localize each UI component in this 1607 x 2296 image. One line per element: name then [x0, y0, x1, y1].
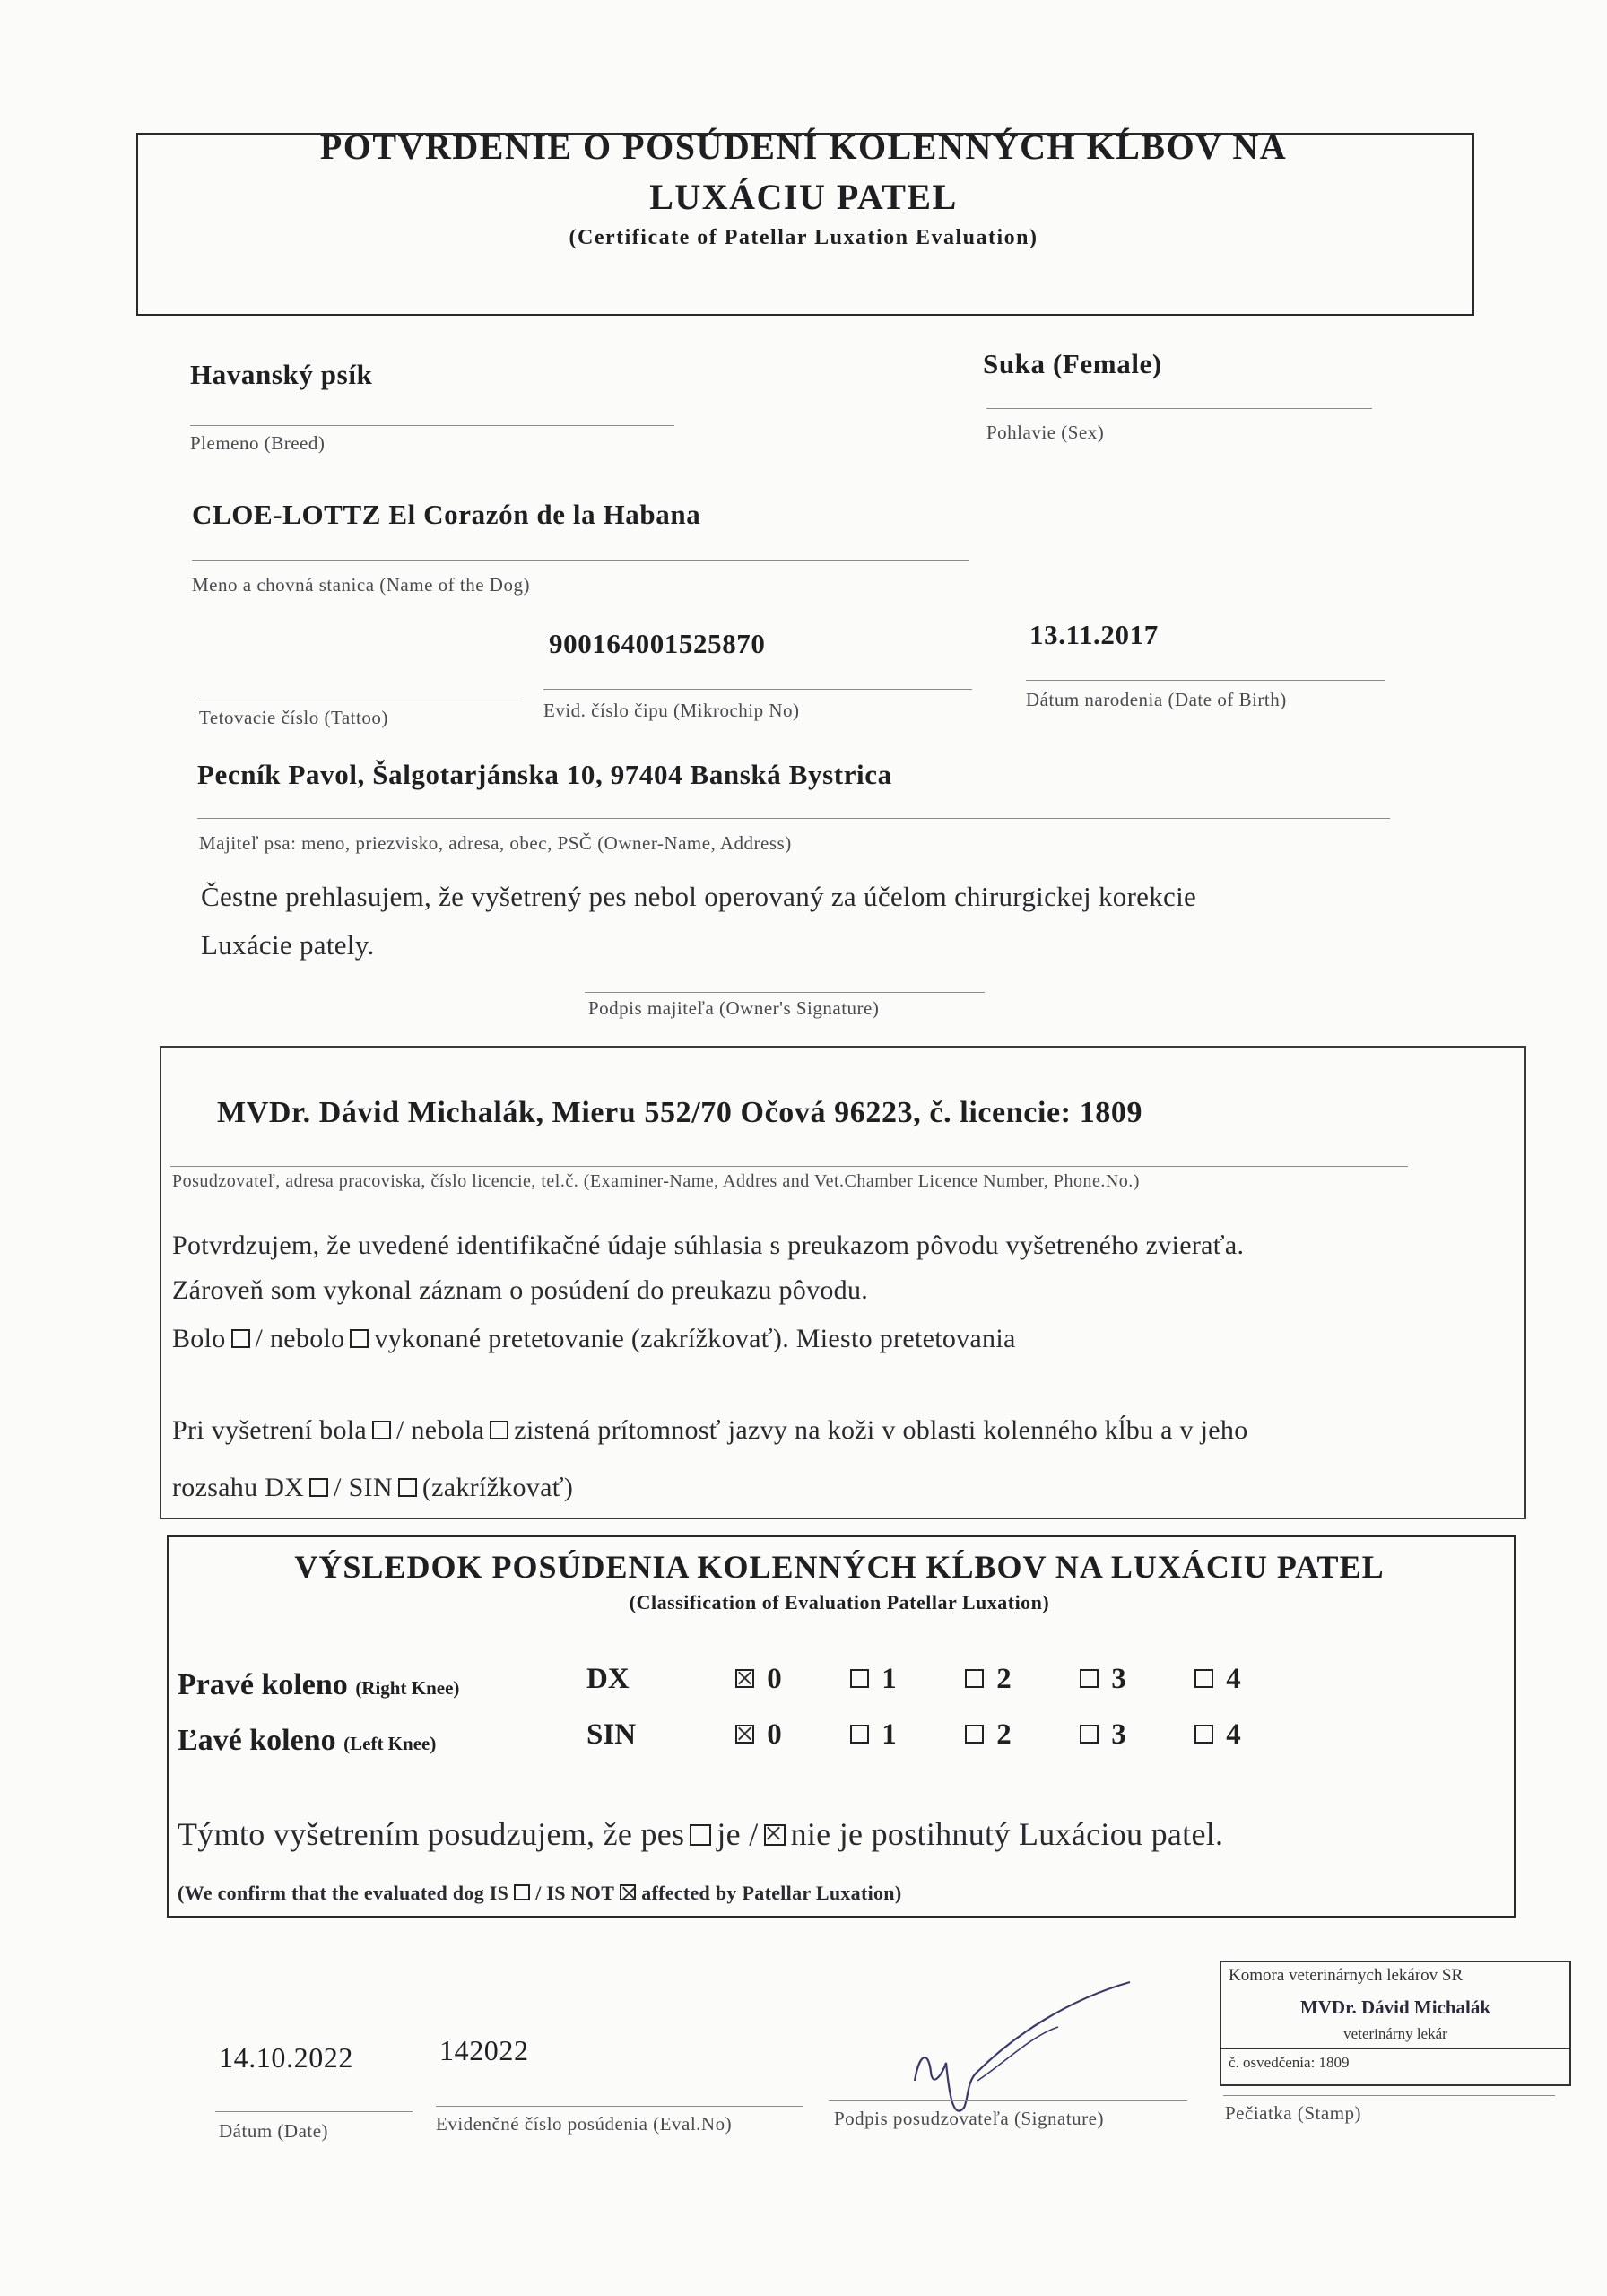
tattoo-label: Tetovacie číslo (Tattoo)	[199, 707, 388, 728]
result-title: VÝSLEDOK POSÚDENIA KOLENNÝCH KĹBOV NA LUXÁCIU PATEL	[294, 1549, 1385, 1585]
footer-signature-line	[829, 2100, 1187, 2101]
scar-sin-checkbox[interactable]	[398, 1478, 417, 1497]
breed-label: Plemeno (Breed)	[190, 432, 326, 454]
right-knee-grade-4-checkbox[interactable]	[1194, 1669, 1213, 1688]
scar2-text-a: rozsahu DX	[172, 1473, 305, 1502]
right-knee-grade-3-checkbox[interactable]	[1080, 1669, 1099, 1688]
right-knee-grade-2[interactable]	[960, 1663, 1012, 1696]
scar-row2	[172, 1473, 573, 1503]
examiner-value: MVDr. Dávid Michalák, Mieru 552/70 Očová 96223, č. licencie: 1809	[217, 1096, 1143, 1129]
birth-date-label: Dátum narodenia (Date of Birth)	[1026, 689, 1287, 710]
examiner-confirm-line2: Zároveň som vykonal záznam o posúdení do preukazu pôvodu.	[172, 1275, 869, 1305]
retattoo-text-a: Bolo	[172, 1324, 226, 1353]
footer-date-label: Dátum (Date)	[219, 2120, 329, 2142]
scar2-text-c: (zakrížkovať)	[421, 1473, 574, 1502]
conclusion-en-c: affected by Patellar Luxation)	[641, 1882, 902, 1904]
conclusion-text-a: Týmto vyšetrením posudzujem, že pes	[178, 1816, 685, 1852]
title-line1: POTVRDENIE O POSÚDENÍ KOLENNÝCH KĹBOV NA	[319, 126, 1288, 167]
owner-declaration-line2: Luxácie pately.	[201, 929, 375, 961]
sex-label: Pohlavie (Sex)	[986, 422, 1105, 443]
dog-name-label: Meno a chovná stanica (Name of the Dog)	[192, 574, 530, 596]
en-is-checkbox[interactable]	[514, 1884, 530, 1900]
examiner-signature	[879, 1964, 1148, 2126]
scar-row	[172, 1415, 1248, 1446]
right-knee-grade-3-label: 3	[1104, 1663, 1126, 1695]
stamp-line3: veterinárny lekár	[1343, 2025, 1447, 2042]
footer-signature-label: Podpis posudzovateľa (Signature)	[834, 2108, 1104, 2129]
retattoo-row	[172, 1324, 1016, 1354]
conclusion-row	[178, 1815, 1223, 1853]
breed-value: Havanský psík	[190, 359, 373, 390]
right-knee-grade-1-label: 1	[874, 1663, 897, 1695]
right-knee-grade-0[interactable]	[730, 1663, 782, 1696]
owner-value: Pecník Pavol, Šalgotarjánska 10, 97404 Banská Bystrica	[197, 759, 892, 790]
right-knee-label-en: (Right Knee)	[355, 1677, 460, 1699]
left-knee-grade-2-label: 2	[989, 1718, 1012, 1751]
right-knee-grade-2-checkbox[interactable]	[965, 1669, 984, 1688]
conclusion-en-a: (We confirm that the evaluated dog IS	[178, 1882, 509, 1904]
result-subtitle: (Classification of Evaluation Patellar Luxation)	[629, 1591, 1050, 1613]
left-knee-grade-2[interactable]	[960, 1718, 1012, 1752]
stamp-box	[1220, 1961, 1571, 2086]
right-knee-grade-0-checkbox[interactable]	[735, 1669, 754, 1688]
left-knee-grade-4-label: 4	[1219, 1718, 1241, 1751]
left-knee-label-sk: Ľavé koleno	[178, 1724, 336, 1757]
conclusion-en-row	[178, 1882, 901, 1905]
conclusion-text-b: je /	[717, 1816, 759, 1852]
owner-line	[197, 818, 1390, 819]
left-knee-grade-0[interactable]	[730, 1718, 782, 1752]
retattoo-text-b: / nebolo	[255, 1324, 345, 1353]
footer-eval-value: 142022	[439, 2034, 529, 2066]
stamp-line1: Komora veterinárnych lekárov SR	[1229, 1966, 1464, 1985]
scar-text-b: / nebola	[396, 1415, 485, 1445]
chip-label: Evid. číslo čipu (Mikrochip No)	[543, 700, 800, 721]
left-knee-grade-3-label: 3	[1104, 1718, 1126, 1751]
chip-line	[543, 689, 972, 690]
examiner-confirm-line1: Potvrdzujem, že uvedené identifikačné údaje súhlasia s preukazom pôvodu vyšetreného zvieraťa.	[172, 1231, 1245, 1260]
affected-yes-checkbox[interactable]	[690, 1824, 711, 1846]
owner-signature-label: Podpis majiteľa (Owner's Signature)	[588, 997, 880, 1019]
left-knee-label	[178, 1724, 436, 1758]
sex-line	[986, 408, 1372, 409]
right-knee-label-sk: Pravé koleno	[178, 1668, 348, 1701]
left-knee-grade-2-checkbox[interactable]	[965, 1725, 984, 1744]
conclusion-en-b: / IS NOT	[535, 1882, 615, 1904]
birth-date-value: 13.11.2017	[1029, 619, 1159, 650]
left-knee-grade-3-checkbox[interactable]	[1080, 1725, 1099, 1744]
breed-line	[190, 425, 674, 426]
right-knee-code: DX	[586, 1663, 630, 1695]
dog-name-line	[192, 560, 969, 561]
stamp-line4: č. osvedčenia: 1809	[1229, 2054, 1350, 2071]
scar-text-c: zistená prítomnosť jazvy na koži v oblasti kolenného kĺbu a v jeho	[514, 1415, 1248, 1445]
owner-declaration-line1: Čestne prehlasujem, že vyšetrený pes nebol operovaný za účelom chirurgickej korekcie	[201, 881, 1197, 912]
left-knee-grade-4-checkbox[interactable]	[1194, 1725, 1213, 1744]
owner-label: Majiteľ psa: meno, priezvisko, adresa, obec, PSČ (Owner-Name, Address)	[199, 832, 792, 854]
title-line2: LUXÁCIU PATEL	[649, 177, 958, 217]
owner-signature-line	[585, 992, 985, 993]
retattoo-yes-checkbox[interactable]	[231, 1329, 250, 1348]
chip-value: 900164001525870	[549, 628, 766, 659]
right-knee-label	[178, 1668, 459, 1702]
left-knee-grade-0-label: 0	[760, 1718, 782, 1751]
examiner-line	[170, 1166, 1408, 1167]
right-knee-grade-4-label: 4	[1219, 1663, 1241, 1695]
scar-yes-checkbox[interactable]	[372, 1421, 391, 1439]
scar2-text-b: / SIN	[334, 1473, 393, 1502]
right-knee-grade-2-label: 2	[989, 1663, 1012, 1695]
right-knee-grade-0-label: 0	[760, 1663, 782, 1695]
footer-stamp-line	[1223, 2095, 1555, 2096]
left-knee-grade-1[interactable]	[845, 1718, 897, 1752]
footer-date-value: 14.10.2022	[219, 2041, 353, 2074]
conclusion-text-c: nie je postihnutý Luxáciou patel.	[790, 1816, 1224, 1852]
title-subtitle: (Certificate of Patellar Luxation Evaluation)	[569, 226, 1038, 249]
dog-name-value: CLOE-LOTTZ El Corazón de la Habana	[192, 499, 701, 530]
stamp-line2: MVDr. Dávid Michalák	[1299, 1996, 1491, 2018]
sex-value: Suka (Female)	[983, 348, 1162, 379]
affected-no-checkbox[interactable]	[764, 1824, 786, 1846]
left-knee-grade-3[interactable]	[1074, 1718, 1126, 1752]
footer-date-line	[215, 2111, 413, 2112]
left-knee-code: SIN	[586, 1718, 637, 1751]
right-knee-grade-4[interactable]	[1189, 1663, 1241, 1696]
left-knee-grade-0-checkbox[interactable]	[735, 1725, 754, 1744]
retattoo-no-checkbox[interactable]	[350, 1329, 369, 1348]
scar-dx-checkbox[interactable]	[309, 1478, 328, 1497]
footer-eval-line	[436, 2106, 804, 2107]
footer-stamp-label: Pečiatka (Stamp)	[1225, 2102, 1362, 2124]
right-knee-grade-1[interactable]	[845, 1663, 897, 1696]
examiner-label: Posudzovateľ, adresa pracoviska, číslo licencie, tel.č. (Examiner-Name, Addres and Vet.Chamber Licence Number, Phone.No.)	[172, 1171, 1140, 1191]
scar-text-a: Pri vyšetrení bola	[172, 1415, 368, 1445]
en-is-not-checkbox[interactable]	[620, 1884, 636, 1900]
left-knee-grade-4[interactable]	[1189, 1718, 1241, 1752]
left-knee-grade-1-label: 1	[874, 1718, 897, 1751]
right-knee-grade-1-checkbox[interactable]	[850, 1669, 869, 1688]
retattoo-text-c: vykonané pretetovanie (zakrížkovať). Miesto pretetovania	[374, 1324, 1016, 1353]
birth-date-line	[1026, 680, 1385, 681]
scar-no-checkbox[interactable]	[490, 1421, 508, 1439]
right-knee-grade-3[interactable]	[1074, 1663, 1126, 1696]
left-knee-label-en: (Left Knee)	[343, 1733, 437, 1754]
footer-eval-label: Evidenčné číslo posúdenia (Eval.No)	[436, 2113, 733, 2135]
left-knee-grade-1-checkbox[interactable]	[850, 1725, 869, 1744]
